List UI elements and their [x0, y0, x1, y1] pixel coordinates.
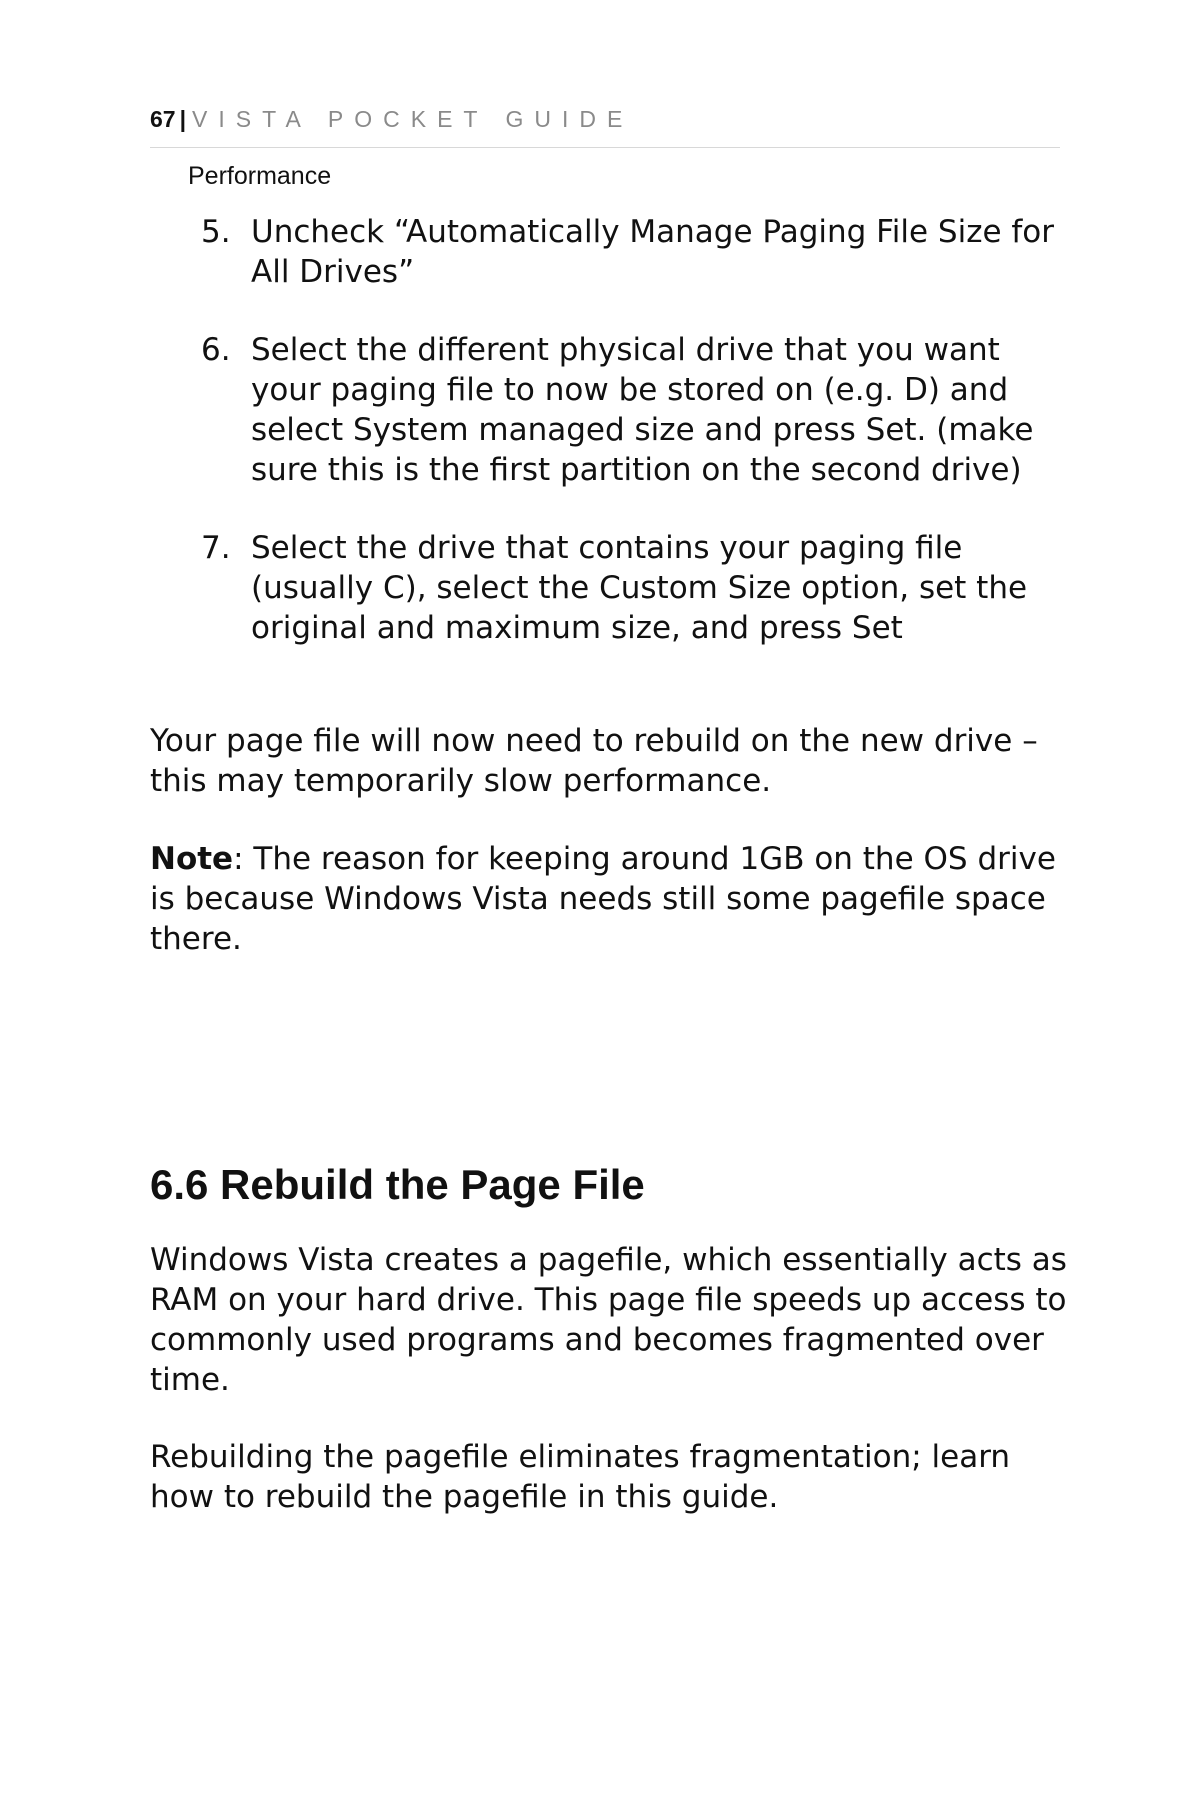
- step-number: 6.: [201, 332, 231, 368]
- step-number: 5.: [201, 214, 231, 250]
- step-number: 7.: [201, 530, 231, 566]
- running-header: [150, 103, 1060, 148]
- note-text: : The reason for keeping around 1GB on the OS drive is because Windows Vista needs still some pagefile space there.: [150, 841, 1056, 957]
- header-separator: |: [179, 106, 187, 132]
- step-text: Uncheck “Automatically Manage Paging File Size for All Drives”: [251, 214, 1055, 290]
- page-number: 67: [150, 106, 176, 132]
- step-text: Select the different physical drive that you want your paging file to now be stored on (e.g. D) and select System managed size and press Set. (make sure this is the first partition on the second drive): [251, 332, 1034, 488]
- note-label: Note: [150, 841, 234, 877]
- step-item: [150, 212, 1070, 292]
- book-title: VISTA POCKET GUIDE: [192, 106, 634, 132]
- rebuild-notice: Your page file will now need to rebuild on the new drive – this may temporarily slow performance.: [150, 723, 1038, 799]
- section-heading: 6.6 Rebuild the Page File: [150, 1161, 645, 1208]
- section-paragraph-2: Rebuilding the pagefile eliminates fragmentation; learn how to rebuild the pagefile in this guide.: [150, 1439, 1011, 1515]
- steps-list: [150, 212, 1070, 686]
- section-label: Performance: [188, 162, 332, 190]
- step-item: [150, 528, 1070, 648]
- section-paragraph-1: Windows Vista creates a pagefile, which essentially acts as RAM on your hard drive. This page file speeds up access to commonly used programs and becomes fragmented over time.: [150, 1242, 1067, 1398]
- step-text: Select the drive that contains your paging file (usually C), select the Custom Size option, set the original and maximum size, and press Set: [251, 530, 1028, 646]
- step-item: [150, 330, 1070, 490]
- note-paragraph: [150, 839, 1070, 959]
